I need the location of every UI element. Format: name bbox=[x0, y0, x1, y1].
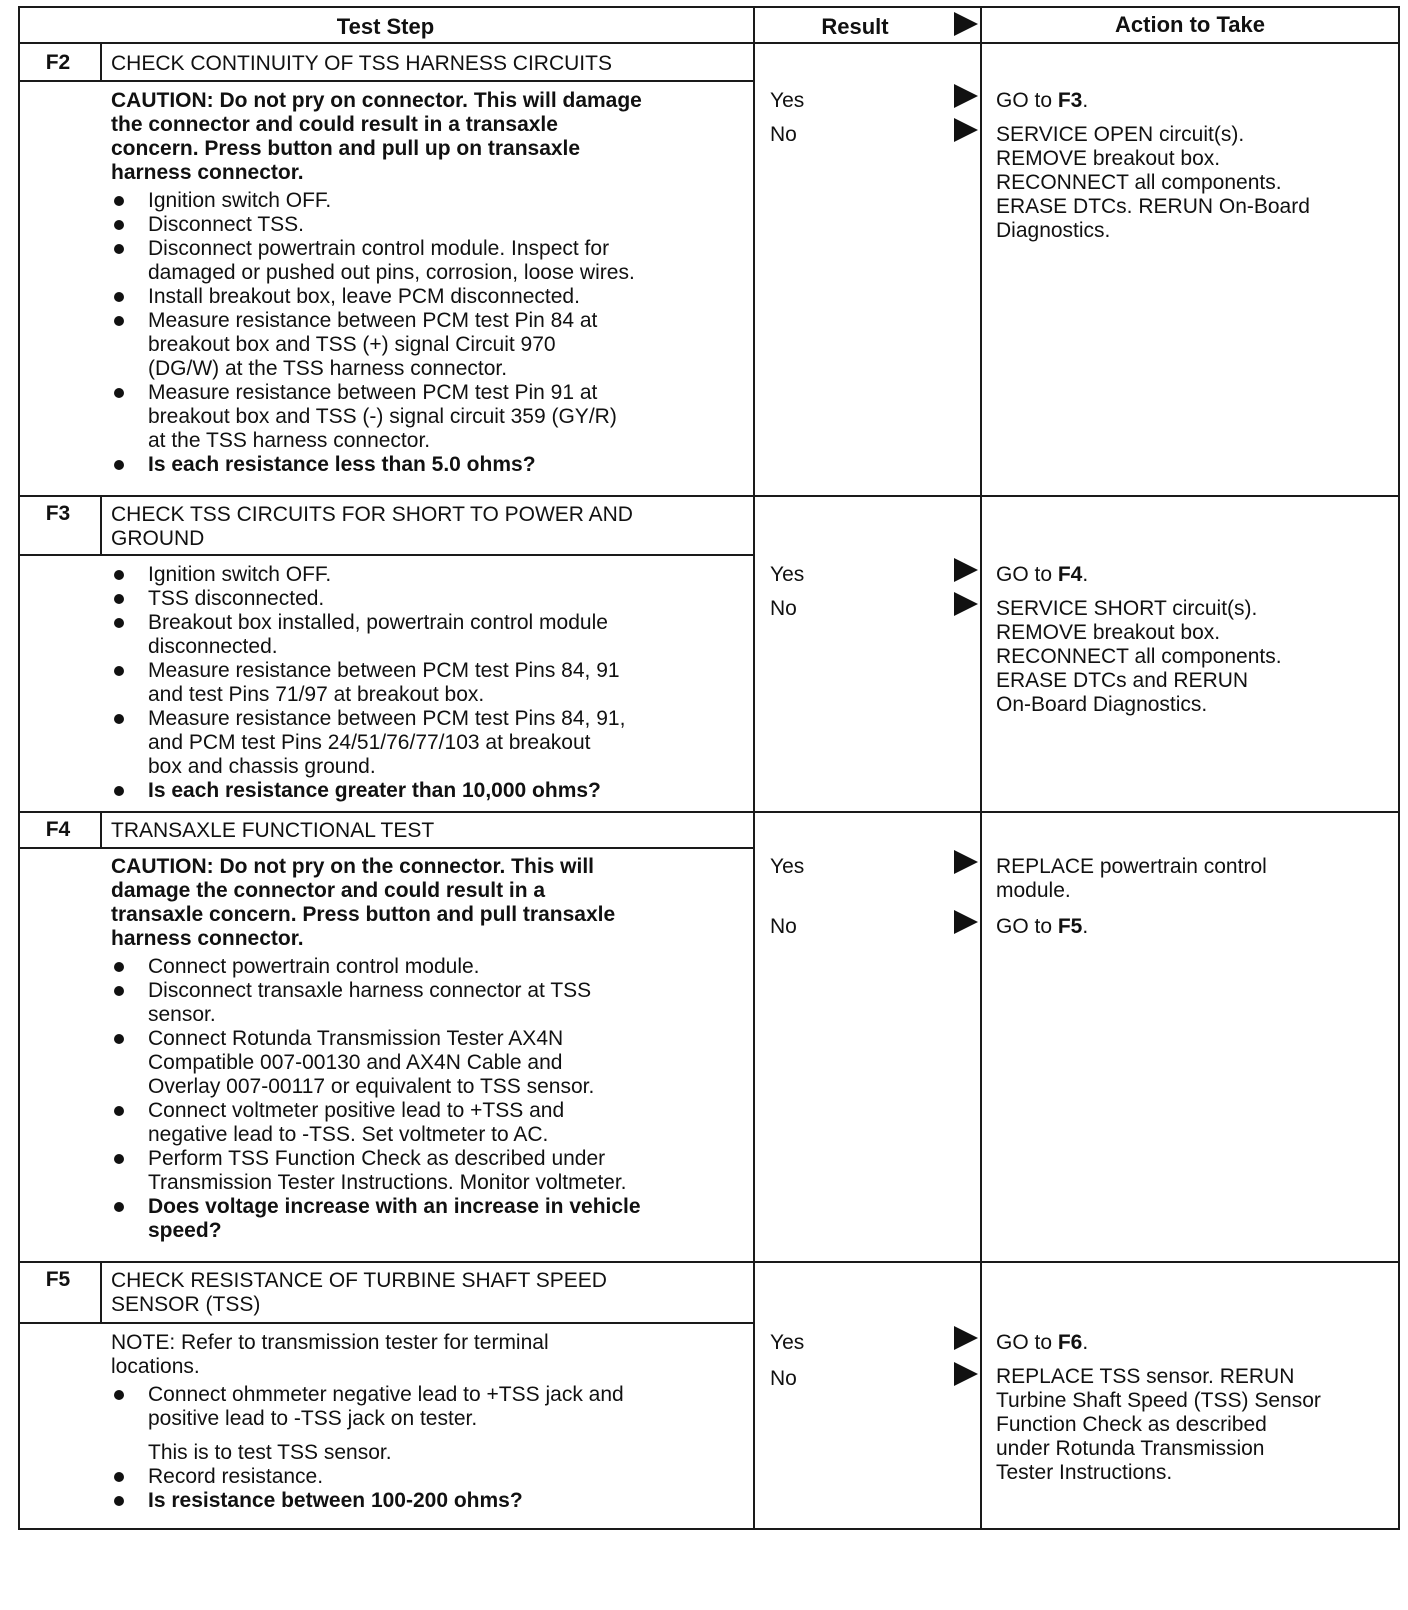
f2-no-action-line: REMOVE breakout box. bbox=[996, 147, 1221, 170]
f2-yes-action: GO to F3. bbox=[996, 89, 1089, 112]
f2-result-yes: Yes bbox=[770, 89, 805, 112]
f5-bullet-text: Connect ohmmeter negative lead to +TSS jack and bbox=[148, 1383, 624, 1406]
f5-note-line: locations. bbox=[111, 1355, 200, 1378]
f2-bullet-text: at the TSS harness connector. bbox=[148, 429, 431, 452]
f4-caution-line: harness connector. bbox=[111, 927, 304, 950]
step-title-f4: TRANSAXLE FUNCTIONAL TEST bbox=[111, 819, 435, 842]
bullet-icon bbox=[114, 220, 124, 230]
arrow-icon bbox=[954, 118, 978, 142]
f2-title-underline bbox=[18, 80, 755, 82]
f5-title-underline bbox=[18, 1322, 755, 1324]
f3-no-action-line: RECONNECT all components. bbox=[996, 645, 1282, 668]
f3-result-yes: Yes bbox=[770, 563, 805, 586]
bullet-icon bbox=[114, 962, 124, 972]
f2-caution-line: concern. Press button and pull up on transaxle bbox=[111, 137, 581, 160]
f3-no-action-line: On-Board Diagnostics. bbox=[996, 693, 1208, 716]
f5-result-no: No bbox=[770, 1367, 797, 1390]
bullet-icon bbox=[114, 570, 124, 580]
f2-bullet-text: Ignition switch OFF. bbox=[148, 189, 332, 212]
header-bottom-border bbox=[18, 42, 1400, 44]
arrow-icon bbox=[954, 1326, 978, 1350]
f4-caution-line: transaxle concern. Press button and pull transaxle bbox=[111, 903, 616, 926]
f3-no-action-line: SERVICE SHORT circuit(s). bbox=[996, 597, 1258, 620]
step-id-f5: F5 bbox=[45, 1268, 71, 1291]
f2-no-action-line: RECONNECT all components. bbox=[996, 171, 1282, 194]
f3-yes-action: GO to F4. bbox=[996, 563, 1089, 586]
step-title-f2: CHECK CONTINUITY OF TSS HARNESS CIRCUITS bbox=[111, 52, 612, 75]
bullet-icon bbox=[114, 1472, 124, 1482]
f3-bullet-text: Ignition switch OFF. bbox=[148, 563, 332, 586]
f4-caution-line: damage the connector and could result in a bbox=[111, 879, 546, 902]
f3-bullet-text: Breakout box installed, powertrain control module bbox=[148, 611, 608, 634]
f2-bullet-text: breakout box and TSS (+) signal Circuit 970 bbox=[148, 333, 556, 356]
f3-question: Is each resistance greater than 10,000 ohms? bbox=[148, 779, 601, 802]
f3-bullet-text: box and chassis ground. bbox=[148, 755, 376, 778]
f4-yes-action-line: module. bbox=[996, 879, 1071, 902]
bullet-icon bbox=[114, 292, 124, 302]
f2-bullet-text: damaged or pushed out pins, corrosion, loose wires. bbox=[148, 261, 635, 284]
f3-bullet-text: TSS disconnected. bbox=[148, 587, 325, 610]
step-title-f3: GROUND bbox=[111, 527, 205, 550]
f2-id-divider bbox=[100, 42, 102, 82]
f2-caution-line: CAUTION: Do not pry on connector. This will damage bbox=[111, 89, 642, 112]
bullet-icon bbox=[114, 714, 124, 724]
f5-note-line: NOTE: Refer to transmission tester for terminal bbox=[111, 1331, 549, 1354]
f3-no-action-line: REMOVE breakout box. bbox=[996, 621, 1221, 644]
f4-bullet-text: Connect voltmeter positive lead to +TSS and bbox=[148, 1099, 565, 1122]
f2-no-action-line: ERASE DTCs. RERUN On-Board bbox=[996, 195, 1310, 218]
f3-result-no: No bbox=[770, 597, 797, 620]
f3-no-action-line: ERASE DTCs and RERUN bbox=[996, 669, 1249, 692]
bullet-icon bbox=[114, 1034, 124, 1044]
bullet-icon bbox=[114, 594, 124, 604]
header-arrow-icon bbox=[954, 12, 978, 36]
arrow-icon bbox=[954, 84, 978, 108]
bullet-icon bbox=[114, 316, 124, 326]
table-right-border bbox=[1398, 6, 1400, 1530]
f2-bullet-text: Disconnect TSS. bbox=[148, 213, 305, 236]
f5-question: Is resistance between 100-200 ohms? bbox=[148, 1489, 523, 1512]
f2-bullet-text: Install breakout box, leave PCM disconnected. bbox=[148, 285, 580, 308]
f2-bullet-text: breakout box and TSS (-) signal circuit 359 (GY/R) bbox=[148, 405, 617, 428]
f2-caution-line: harness connector. bbox=[111, 161, 304, 184]
bullet-icon bbox=[114, 786, 124, 796]
f2-no-action-line: Diagnostics. bbox=[996, 219, 1111, 242]
f4-title-underline bbox=[18, 847, 755, 849]
bullet-icon bbox=[114, 986, 124, 996]
f2-bullet-text: (DG/W) at the TSS harness connector. bbox=[148, 357, 508, 380]
f2-caution-line: the connector and could result in a transaxle bbox=[111, 113, 558, 136]
f4-caution-line: CAUTION: Do not pry on the connector. This will bbox=[111, 855, 594, 878]
f3-bullet-text: and test Pins 71/97 at breakout box. bbox=[148, 683, 485, 706]
f4-bullet-text: sensor. bbox=[148, 1003, 216, 1026]
header-action: Action to Take bbox=[1115, 12, 1265, 37]
diagnostic-table bbox=[18, 6, 1400, 1530]
f2-no-action-line: SERVICE OPEN circuit(s). bbox=[996, 123, 1245, 146]
f5-result-yes: Yes bbox=[770, 1331, 805, 1354]
step-id-f3: F3 bbox=[45, 502, 71, 525]
arrow-icon bbox=[954, 910, 978, 934]
bullet-icon bbox=[114, 1154, 124, 1164]
step-title-f5: SENSOR (TSS) bbox=[111, 1293, 261, 1316]
f4-bullet-text: Disconnect transaxle harness connector at TSS bbox=[148, 979, 592, 1002]
f4-bullet-text: negative lead to -TSS. Set voltmeter to AC. bbox=[148, 1123, 549, 1146]
bullet-icon bbox=[114, 666, 124, 676]
col-result-left-border bbox=[753, 6, 755, 1530]
bullet-icon bbox=[114, 196, 124, 206]
arrow-icon bbox=[954, 1362, 978, 1386]
step-separator bbox=[18, 495, 1400, 497]
f5-sub-note: This is to test TSS sensor. bbox=[148, 1441, 392, 1464]
bullet-icon bbox=[114, 460, 124, 470]
f4-yes-action-line: REPLACE powertrain control bbox=[996, 855, 1267, 878]
f5-yes-action: GO to F6. bbox=[996, 1331, 1089, 1354]
f5-bullet-text: positive lead to -TSS jack on tester. bbox=[148, 1407, 478, 1430]
f4-bullet-text: Transmission Tester Instructions. Monitor voltmeter. bbox=[148, 1171, 627, 1194]
f5-no-action-line: Tester Instructions. bbox=[996, 1461, 1173, 1484]
f4-bullet-text: Connect powertrain control module. bbox=[148, 955, 480, 978]
f4-question: speed? bbox=[148, 1219, 222, 1242]
f5-id-divider bbox=[100, 1261, 102, 1324]
f4-question: Does voltage increase with an increase in vehicle bbox=[148, 1195, 641, 1218]
f5-no-action-line: Turbine Shaft Speed (TSS) Sensor bbox=[996, 1389, 1321, 1412]
f5-no-action-line: REPLACE TSS sensor. RERUN bbox=[996, 1365, 1295, 1388]
f4-result-yes: Yes bbox=[770, 855, 805, 878]
bullet-icon bbox=[114, 1496, 124, 1506]
f3-bullet-text: Measure resistance between PCM test Pins 84, 91 bbox=[148, 659, 620, 682]
f5-no-action-line: under Rotunda Transmission bbox=[996, 1437, 1265, 1460]
arrow-icon bbox=[954, 592, 978, 616]
f3-bullet-text: Measure resistance between PCM test Pins 84, 91, bbox=[148, 707, 626, 730]
f2-question: Is each resistance less than 5.0 ohms? bbox=[148, 453, 536, 476]
bullet-icon bbox=[114, 388, 124, 398]
table-top-border bbox=[18, 6, 1400, 8]
f4-bullet-text: Connect Rotunda Transmission Tester AX4N bbox=[148, 1027, 564, 1050]
arrow-icon bbox=[954, 558, 978, 582]
f3-title-underline bbox=[18, 554, 755, 556]
f2-bullet-text: Measure resistance between PCM test Pin 91 at bbox=[148, 381, 598, 404]
step-id-f2: F2 bbox=[45, 51, 71, 74]
f3-bullet-text: and PCM test Pins 24/51/76/77/103 at breakout bbox=[148, 731, 591, 754]
step-id-f4: F4 bbox=[45, 818, 71, 841]
bullet-icon bbox=[114, 1390, 124, 1400]
col-action-left-border bbox=[980, 6, 982, 1530]
bullet-icon bbox=[114, 244, 124, 254]
f4-bullet-text: Overlay 007-00117 or equivalent to TSS sensor. bbox=[148, 1075, 595, 1098]
step-separator bbox=[18, 1261, 1400, 1263]
table-left-border bbox=[18, 6, 20, 1530]
table-bottom-border bbox=[18, 1528, 1400, 1530]
bullet-icon bbox=[114, 1202, 124, 1212]
f5-no-action-line: Function Check as described bbox=[996, 1413, 1267, 1436]
bullet-icon bbox=[114, 618, 124, 628]
step-title-f3: CHECK TSS CIRCUITS FOR SHORT TO POWER AND bbox=[111, 503, 633, 526]
f4-bullet-text: Compatible 007-00130 and AX4N Cable and bbox=[148, 1051, 563, 1074]
f2-result-no: No bbox=[770, 123, 797, 146]
step-title-f5: CHECK RESISTANCE OF TURBINE SHAFT SPEED bbox=[111, 1269, 607, 1292]
step-separator bbox=[18, 811, 1400, 813]
header-test-step: Test Step bbox=[336, 14, 435, 39]
f4-id-divider bbox=[100, 811, 102, 849]
arrow-icon bbox=[954, 850, 978, 874]
f3-bullet-text: disconnected. bbox=[148, 635, 278, 658]
f5-bullet-text: Record resistance. bbox=[148, 1465, 324, 1488]
header-result: Result bbox=[821, 14, 889, 39]
f3-id-divider bbox=[100, 495, 102, 556]
f4-bullet-text: Perform TSS Function Check as described under bbox=[148, 1147, 606, 1170]
bullet-icon bbox=[114, 1106, 124, 1116]
f4-result-no: No bbox=[770, 915, 797, 938]
f4-no-action: GO to F5. bbox=[996, 915, 1089, 938]
f2-bullet-text: Disconnect powertrain control module. Inspect for bbox=[148, 237, 610, 260]
f2-bullet-text: Measure resistance between PCM test Pin 84 at bbox=[148, 309, 598, 332]
